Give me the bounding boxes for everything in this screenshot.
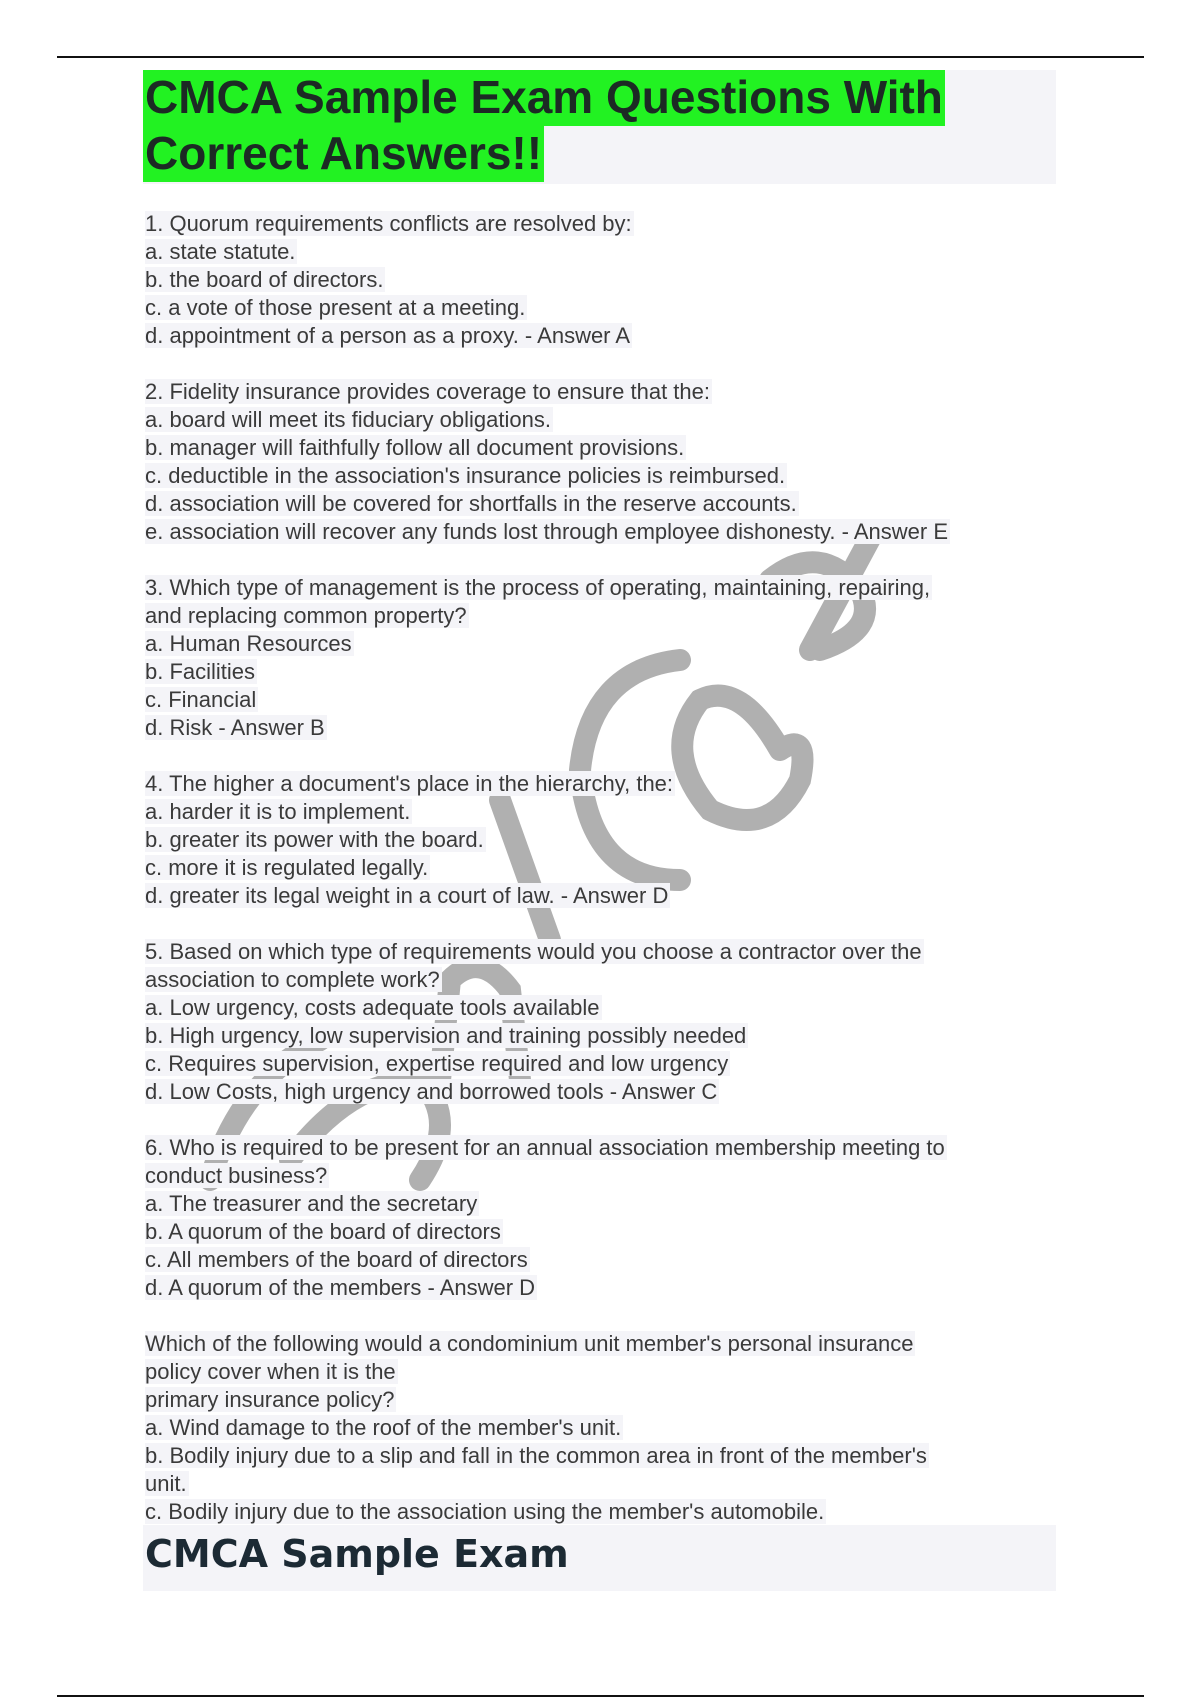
title-block <box>143 70 1056 184</box>
footer-heading-block <box>143 1525 1056 1591</box>
answer-option: d. association will be covered for shortfalls in the reserve accounts. <box>145 491 797 516</box>
question-text: 6. Who is required to be present for an annual association membership meeting to <box>145 1135 945 1160</box>
answer-option: b. the board of directors. <box>145 267 384 292</box>
answer-option: a. Human Resources <box>145 631 352 656</box>
question-1 <box>145 210 1045 350</box>
question-text: conduct business? <box>145 1163 328 1188</box>
answer-option: d. appointment of a person as a proxy. - Answer A <box>145 323 631 348</box>
question-7 <box>145 1330 1045 1526</box>
bottom-rule <box>57 1695 1144 1697</box>
question-text: primary insurance policy? <box>145 1387 395 1412</box>
answer-option: d. A quorum of the members - Answer D <box>145 1275 536 1300</box>
answer-option: a. The treasurer and the secretary <box>145 1191 478 1216</box>
document-title-line-2: Correct Answers!! <box>143 126 544 182</box>
question-2 <box>145 378 1045 546</box>
question-text: 3. Which type of management is the process of operating, maintaining, repairing, <box>145 575 931 600</box>
answer-option: a. harder it is to implement. <box>145 799 411 824</box>
answer-option: c. a vote of those present at a meeting. <box>145 295 526 320</box>
answer-option: a. Wind damage to the roof of the member's unit. <box>145 1415 622 1440</box>
answer-option: a. board will meet its fiduciary obligations. <box>145 407 551 432</box>
top-rule <box>57 56 1144 58</box>
answer-option: c. Requires supervision, expertise required and low urgency <box>145 1051 729 1076</box>
answer-option: c. All members of the board of directors <box>145 1247 528 1272</box>
question-3 <box>145 574 1045 742</box>
answer-option: d. Low Costs, high urgency and borrowed tools - Answer C <box>145 1079 718 1104</box>
answer-option: b. Facilities <box>145 659 256 684</box>
question-4 <box>145 770 1045 910</box>
answer-option: b. High urgency, low supervision and training possibly needed <box>145 1023 747 1048</box>
question-6 <box>145 1134 1045 1302</box>
answer-option: d. Risk - Answer B <box>145 715 325 740</box>
question-text: 4. The higher a document's place in the hierarchy, the: <box>145 771 674 796</box>
answer-option: b. manager will faithfully follow all document provisions. <box>145 435 685 460</box>
question-text: 1. Quorum requirements conflicts are resolved by: <box>145 211 632 236</box>
answer-option: c. more it is regulated legally. <box>145 855 429 880</box>
answer-option: b. Bodily injury due to a slip and fall in the common area in front of the member's <box>145 1443 927 1468</box>
question-text: association to complete work? <box>145 967 440 992</box>
answer-option: a. Low urgency, costs adequate tools available <box>145 995 600 1020</box>
answer-option: c. Financial <box>145 687 257 712</box>
question-list <box>145 210 1045 1554</box>
question-text: and replacing common property? <box>145 603 467 628</box>
answer-option: d. greater its legal weight in a court of law. - Answer D <box>145 883 669 908</box>
document-title-line-1: CMCA Sample Exam Questions With <box>143 70 945 126</box>
question-text: 5. Based on which type of requirements would you choose a contractor over the <box>145 939 922 964</box>
question-text: Which of the following would a condominium unit member's personal insurance <box>145 1331 914 1356</box>
answer-option: a. state statute. <box>145 239 296 264</box>
answer-option: unit. <box>145 1471 187 1496</box>
question-5 <box>145 938 1045 1106</box>
answer-option: b. A quorum of the board of directors <box>145 1219 501 1244</box>
answer-option: c. deductible in the association's insurance policies is reimbursed. <box>145 463 786 488</box>
answer-option: b. greater its power with the board. <box>145 827 484 852</box>
answer-option: e. association will recover any funds lost through employee dishonesty. - Answer E <box>145 519 948 544</box>
question-text: policy cover when it is the <box>145 1359 396 1384</box>
question-text: 2. Fidelity insurance provides coverage to ensure that the: <box>145 379 710 404</box>
footer-heading: CMCA Sample Exam <box>145 1532 569 1576</box>
answer-option: c. Bodily injury due to the association using the member's automobile. <box>145 1499 825 1524</box>
